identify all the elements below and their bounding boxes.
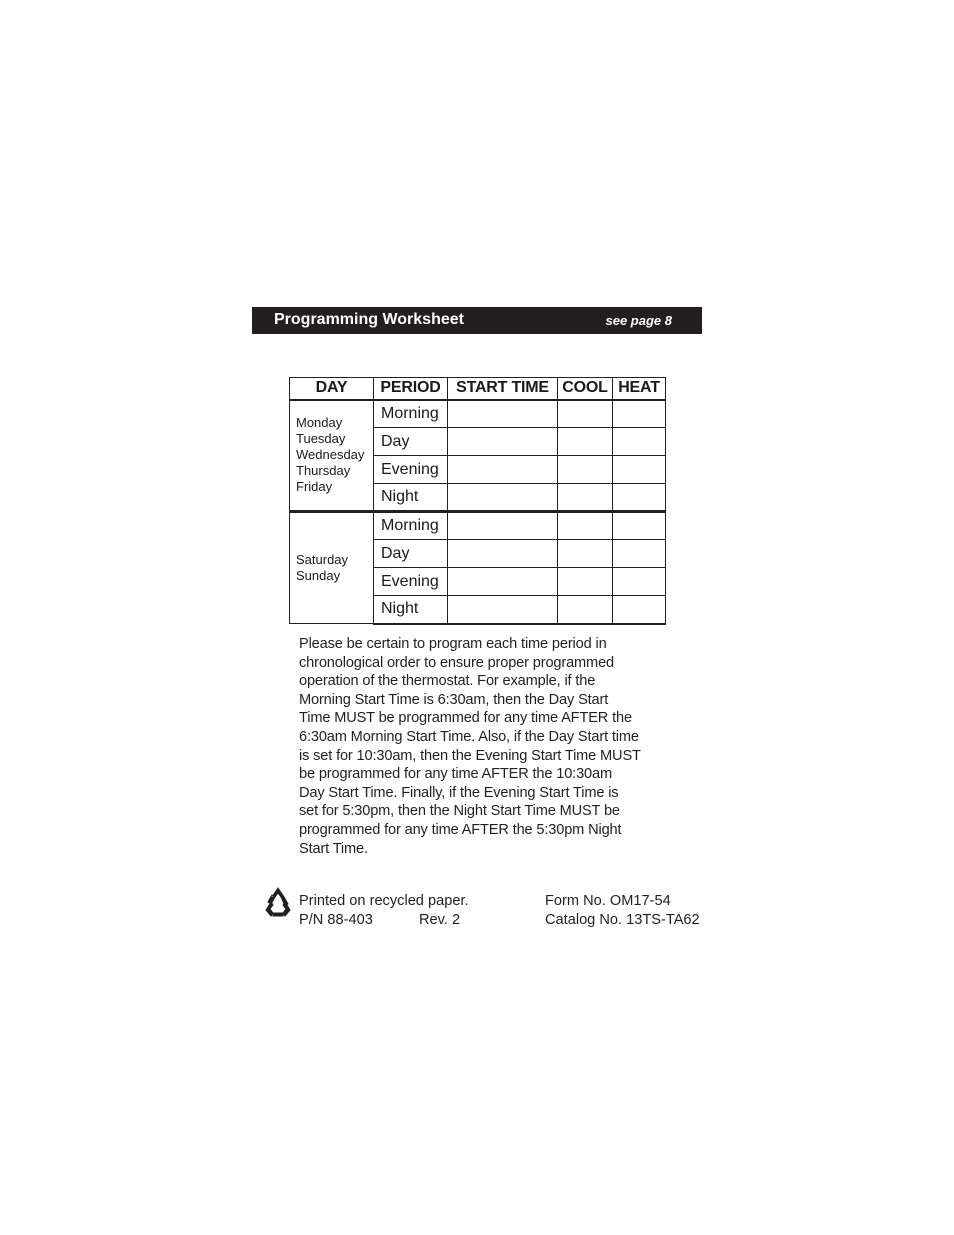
column-header-period: PERIOD [374, 378, 448, 400]
heat-cell [613, 484, 666, 512]
form-info [545, 892, 700, 930]
programming-note [299, 635, 679, 858]
start-time-cell [448, 568, 558, 596]
cool-cell [558, 428, 613, 456]
recycle-icon [262, 886, 294, 918]
day-label: Monday [296, 415, 343, 431]
part-info-row [299, 911, 469, 930]
note-line: 6:30am Morning Start Time. Also, if the Day Start time [299, 728, 639, 745]
cool-cell [558, 512, 613, 540]
period-label: Morning [374, 400, 448, 428]
note-line: chronological order to ensure proper programmed [299, 654, 614, 671]
column-header-cool: COOL [558, 378, 613, 400]
heat-cell [613, 428, 666, 456]
part-number: P/N 88-403 [299, 912, 373, 928]
cool-cell [558, 540, 613, 568]
weekend-days-cell [290, 512, 374, 624]
note-line: is set for 10:30am, then the Evening Start Time MUST [299, 747, 641, 764]
start-time-cell [448, 456, 558, 484]
revision: Rev. 2 [419, 912, 461, 928]
note-line: programmed for any time AFTER the 5:30pm Night [299, 821, 622, 838]
note-line: operation of the thermostat. For example, if the [299, 673, 596, 690]
weekday-group [290, 400, 666, 512]
period-label: Day [374, 540, 448, 568]
start-time-cell [448, 400, 558, 428]
heat-cell [613, 568, 666, 596]
day-label: Friday [296, 479, 333, 495]
note-line: Time MUST be programmed for any time AFTER the [299, 710, 632, 727]
programming-worksheet-table [289, 377, 666, 625]
page-reference: see page 8 [605, 313, 672, 328]
cool-cell [558, 456, 613, 484]
note-line: be programmed for any time AFTER the 10:30am [299, 766, 612, 783]
period-label: Day [374, 428, 448, 456]
heat-cell [613, 596, 666, 624]
start-time-cell [448, 540, 558, 568]
table-header-row [290, 378, 666, 400]
day-label: Sunday [296, 568, 341, 583]
period-label: Morning [374, 512, 448, 540]
note-line: Day Start Time. Finally, if the Evening Start Time is [299, 784, 619, 801]
day-label: Saturday [296, 552, 349, 567]
cool-cell [558, 400, 613, 428]
heat-cell [613, 400, 666, 428]
column-header-heat: HEAT [613, 378, 666, 400]
start-time-cell [448, 512, 558, 540]
cool-cell [558, 484, 613, 512]
table-row [290, 512, 666, 540]
cool-cell [558, 596, 613, 624]
column-header-day: DAY [290, 378, 374, 400]
table-row [290, 400, 666, 428]
column-header-start-time: START TIME [448, 378, 558, 400]
period-label: Evening [374, 456, 448, 484]
print-info [299, 892, 469, 930]
note-line: set for 5:30pm, then the Night Start Time MUST be [299, 803, 620, 820]
start-time-cell [448, 428, 558, 456]
day-label: Tuesday [296, 431, 346, 447]
start-time-cell [448, 596, 558, 624]
heat-cell [613, 512, 666, 540]
start-time-cell [448, 484, 558, 512]
section-header [252, 307, 702, 334]
weekend-group [290, 512, 666, 624]
cool-cell [558, 568, 613, 596]
period-label: Evening [374, 568, 448, 596]
catalog-number: Catalog No. 13TS-TA62 [545, 912, 700, 928]
form-number: Form No. OM17-54 [545, 893, 671, 909]
note-line: Start Time. [299, 840, 368, 857]
section-title: Programming Worksheet [274, 311, 464, 328]
note-line: Morning Start Time is 6:30am, then the Day Start [299, 691, 609, 708]
day-label: Thursday [296, 463, 351, 479]
heat-cell [613, 456, 666, 484]
heat-cell [613, 540, 666, 568]
day-label: Wednesday [296, 447, 365, 463]
recycled-paper-note: Printed on recycled paper. [299, 893, 469, 909]
weekday-days-cell [290, 400, 374, 512]
note-line: Please be certain to program each time period in [299, 636, 607, 652]
period-label: Night [374, 484, 448, 512]
period-label: Night [374, 596, 448, 624]
